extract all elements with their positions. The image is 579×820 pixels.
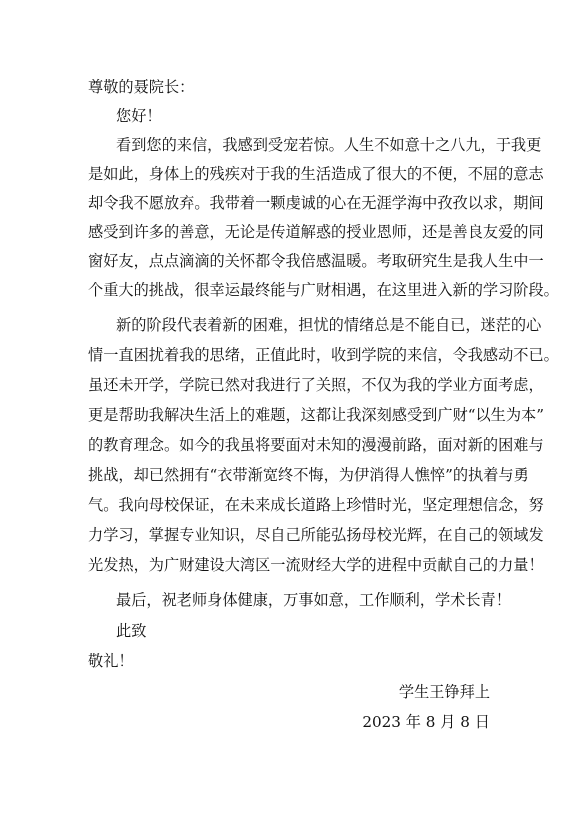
- paragraph-2-line: 气。我向母校保证，在未来成长道路上珍惜时光，坚定理想信念，努: [88, 496, 544, 514]
- paragraph-2-line: 力学习，掌握专业知识，尽自己所能弘扬母校光辉，在自己的领域发: [88, 526, 544, 544]
- date: 2023 年 8 月 8 日: [362, 713, 490, 731]
- paragraph-1-line: 是如此，身体上的残疾对于我的生活造成了很大的不便，不屈的意志: [88, 165, 544, 183]
- paragraph-1-line: 却令我不愿放弃。我带着一颗虔诚的心在无涯学海中孜孜以求，期间: [88, 194, 544, 212]
- paragraph-2-line: 的教育理念。如今的我虽将要面对未知的漫漫前路，面对新的困难与: [88, 436, 544, 454]
- closing-jing-li: 敬礼！: [88, 652, 134, 670]
- paragraph-2-line: 挑战，却已然拥有“衣带渐宽终不悔，为伊消得人憔悴”的执着与勇: [88, 466, 529, 484]
- closing-ci-zhi: 此致: [116, 622, 147, 640]
- signature: 学生王铮拜上: [398, 683, 490, 701]
- paragraph-1-line: 看到您的来信，我感到受宠若惊。人生不如意十之八九，于我更: [116, 136, 542, 154]
- paragraph-2-line: 光发热，为广财建设大湾区一流财经大学的进程中贡献自己的力量！: [88, 556, 544, 574]
- paragraph-1-line: 窗好友，点点滴滴的关怀都令我倍感温暖。考取研究生是我人生中一: [88, 252, 544, 270]
- salutation: 尊敬的聂院长：: [88, 78, 195, 96]
- paragraph-1-line: 个重大的挑战，很幸运最终能与广财相遇，在这里进入新的学习阶段。: [88, 281, 559, 299]
- greeting: 您好！: [116, 107, 162, 125]
- paragraph-1-line: 感受到许多的善意，无论是传道解惑的授业恩师，还是善良友爱的同: [88, 223, 544, 241]
- paragraph-2-line: 更是帮助我解决生活上的难题，这都让我深刻感受到广财“以生为本”: [88, 406, 544, 424]
- paragraph-2-line: 情一直困扰着我的思绪，正值此时，收到学院的来信，令我感动不已。: [88, 346, 559, 364]
- paragraph-2-line: 新的阶段代表着新的困难，担忧的情绪总是不能自已，迷茫的心: [116, 316, 542, 334]
- paragraph-2-line: 虽还未开学，学院已然对我进行了关照，不仅为我的学业方面考虑，: [88, 376, 544, 394]
- closing-wish: 最后，祝老师身体健康，万事如意，工作顺利，学术长青！: [116, 591, 511, 609]
